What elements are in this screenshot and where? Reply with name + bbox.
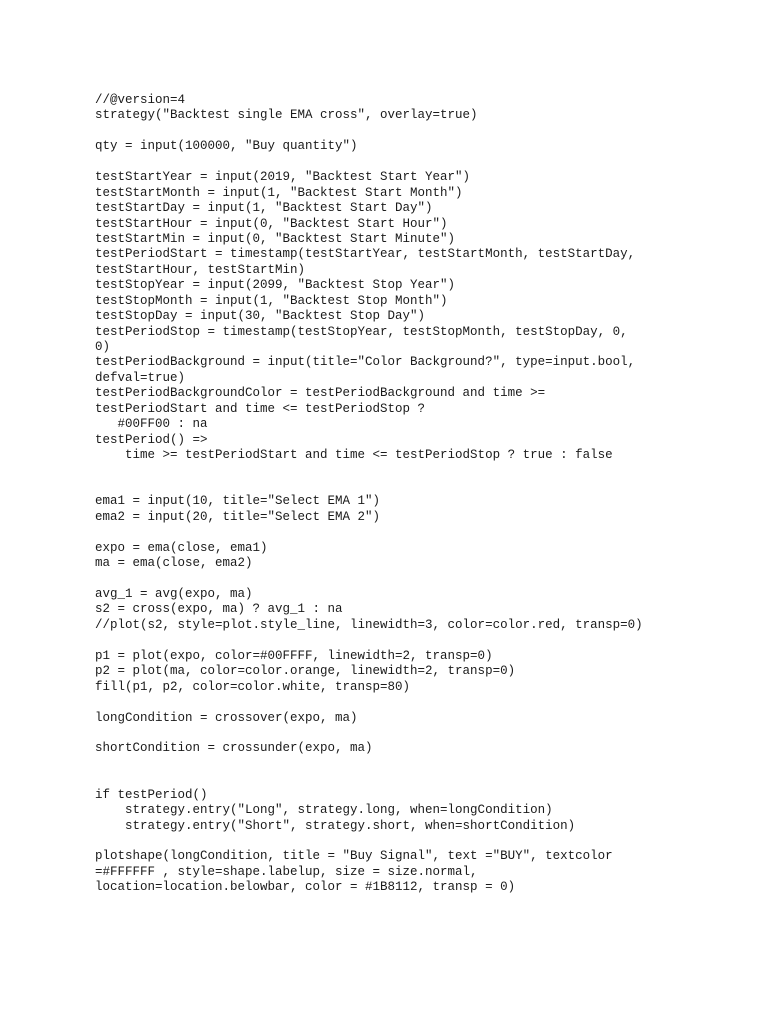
code-line: =#FFFFFF , style=shape.labelup, size = size.normal, xyxy=(95,864,478,879)
code-line xyxy=(95,633,755,648)
code-line: testPeriodStart and time <= testPeriodStop ? xyxy=(95,401,426,416)
code-line: testPeriodBackgroundColor = testPeriodBackground and time >= xyxy=(95,386,546,401)
code-line xyxy=(95,572,755,587)
code-line: testPeriodStart = timestamp(testStartYear, testStartMonth, testStartDay, xyxy=(95,247,636,262)
code-listing xyxy=(95,93,755,896)
code-line: location=location.belowbar, color = #1B8112, transp = 0) xyxy=(95,880,516,895)
code-line xyxy=(95,464,755,479)
code-line: testStartMin = input(0, "Backtest Start Minute") xyxy=(95,231,456,246)
code-line: defval=true) xyxy=(95,370,186,385)
code-line: fill(p1, p2, color=color.white, transp=80) xyxy=(95,679,411,694)
code-line: ema2 = input(20, title="Select EMA 2") xyxy=(95,509,381,524)
code-line xyxy=(95,479,755,494)
code-line: strategy("Backtest single EMA cross", overlay=true) xyxy=(95,108,478,123)
code-line xyxy=(95,695,755,710)
code-line: s2 = cross(expo, ma) ? avg_1 : na xyxy=(95,602,343,617)
code-line: p1 = plot(expo, color=#00FFFF, linewidth=2, transp=0) xyxy=(95,648,493,663)
code-line: avg_1 = avg(expo, ma) xyxy=(95,587,253,601)
code-line xyxy=(95,124,755,139)
code-line: testStopMonth = input(1, "Backtest Stop Month") xyxy=(95,293,448,308)
code-line: testStopDay = input(30, "Backtest Stop Day") xyxy=(95,309,426,324)
code-line xyxy=(95,757,755,772)
code-line: expo = ema(close, ema1) xyxy=(95,540,268,555)
code-line: testStartHour, testStartMin) xyxy=(95,262,306,277)
code-line: #00FF00 : na xyxy=(95,417,208,432)
code-line: testPeriodStop = timestamp(testStopYear, testStopMonth, testStopDay, 0, xyxy=(95,324,628,339)
code-line: 0) xyxy=(95,340,111,354)
code-line: testPeriodBackground = input(title="Color Background?", type=input.bool, xyxy=(95,355,636,370)
code-line: testStartMonth = input(1, "Backtest Start Month") xyxy=(95,185,463,200)
code-line: longCondition = crossover(expo, ma) xyxy=(95,710,358,725)
code-line: testStartDay = input(1, "Backtest Start Day") xyxy=(95,201,433,216)
code-line: ma = ema(close, ema2) xyxy=(95,556,253,571)
code-line: strategy.entry("Long", strategy.long, when=longCondition) xyxy=(95,803,553,818)
code-line: time >= testPeriodStart and time <= testPeriodStop ? true : false xyxy=(95,448,613,463)
code-line: shortCondition = crossunder(expo, ma) xyxy=(95,741,373,756)
code-line: testPeriod() => xyxy=(95,432,208,447)
code-line xyxy=(95,772,755,787)
code-line: ema1 = input(10, title="Select EMA 1") xyxy=(95,494,381,509)
code-line xyxy=(95,155,755,170)
code-line: //plot(s2, style=plot.style_line, linewidth=3, color=color.red, transp=0) xyxy=(95,617,643,632)
code-line xyxy=(95,726,755,741)
code-line xyxy=(95,834,755,849)
code-line: strategy.entry("Short", strategy.short, when=shortCondition) xyxy=(95,818,576,833)
code-line: p2 = plot(ma, color=color.orange, linewidth=2, transp=0) xyxy=(95,664,516,679)
code-line: testStartYear = input(2019, "Backtest Start Year") xyxy=(95,170,471,185)
code-line: if testPeriod() xyxy=(95,787,208,802)
code-line: testStopYear = input(2099, "Backtest Stop Year") xyxy=(95,278,456,293)
code-line: testStartHour = input(0, "Backtest Start Hour") xyxy=(95,216,448,231)
code-line xyxy=(95,525,755,540)
code-line: plotshape(longCondition, title = "Buy Signal", text ="BUY", textcolor xyxy=(95,849,613,864)
code-line: //@version=4 xyxy=(95,93,186,107)
code-line: qty = input(100000, "Buy quantity") xyxy=(95,139,358,154)
